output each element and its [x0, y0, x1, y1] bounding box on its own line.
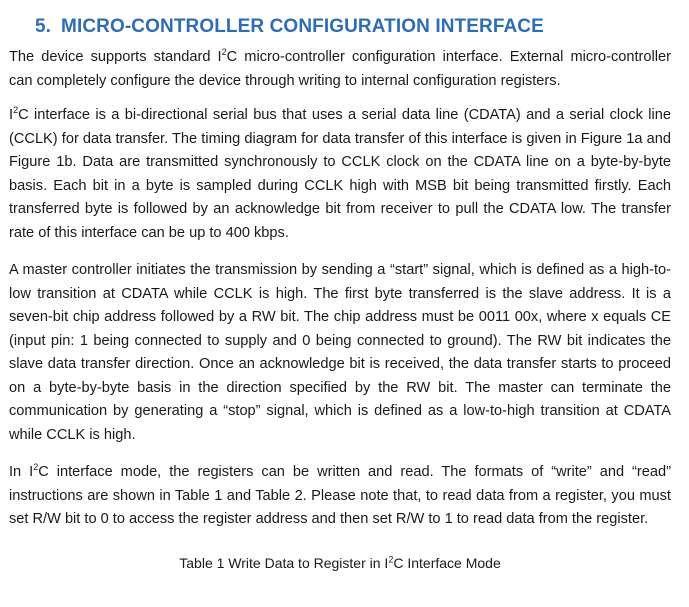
paragraph-intro: The device supports standard $I^2C$ micro-controller configuration interface. External micro-controller can completely configure the device through writing to internal configuration registers. [9, 47, 671, 89]
table-caption: Table 1 Write Data to Register in $I^2C$ Interface Mode [179, 553, 501, 571]
paragraph-register-access: In $I^2C$ interface mode, the registers can be written and read. The formats of “write” and “read” instructions are shown in Table 1 and Table 2. Please note that, to read data from a register, you must set R/W bit to 0 to access the register address and then set R/W to 1 to read data from the register. [9, 462, 671, 527]
document-page [9, 14, 671, 572]
section-number: 5. [35, 16, 52, 37]
section-heading [35, 14, 671, 40]
paragraph-bus-description: $I^2C$ interface is a bi-directional serial bus that uses a serial data line (CDATA) and a serial clock line (CCLK) for data transfer. The timing diagram for data transfer of this interface is given in Figure 1a and Figure 1b. Data are transmitted synchronously to CCLK clock on the CDATA line on a byte-by-byte basis. Each bit in a byte is sampled during CCLK high with MSB bit being transmitted firstly. Each transferred byte is followed by an acknowledge bit from receiver to pull the CDATA low. The transfer rate of this interface can be up to 400 kbps. [9, 105, 671, 241]
paragraph-transmission: A master controller initiates the transmission by sending a “start” signal, which is defined as a high-to-low transition at CDATA while CCLK is high. The first byte transferred is the slave address. It is a seven-bit chip address followed by a RW bit. The chip address must be 0011 00x, where x equals CE (input pin: 1 being connected to supply and 0 being connected to ground). The RW bit indicates the slave data transfer direction. Once an acknowledge bit is received, the data transfer starts to proceed on a byte-by-byte basis in the direction specified by the RW bit. The master can terminate the communication by generating a “stop” signal, which is defined as a low-to-high transition at CDATA while CCLK is high. [9, 262, 671, 443]
section-title: MICRO-CONTROLLER CONFIGURATION INTERFACE [61, 16, 544, 37]
